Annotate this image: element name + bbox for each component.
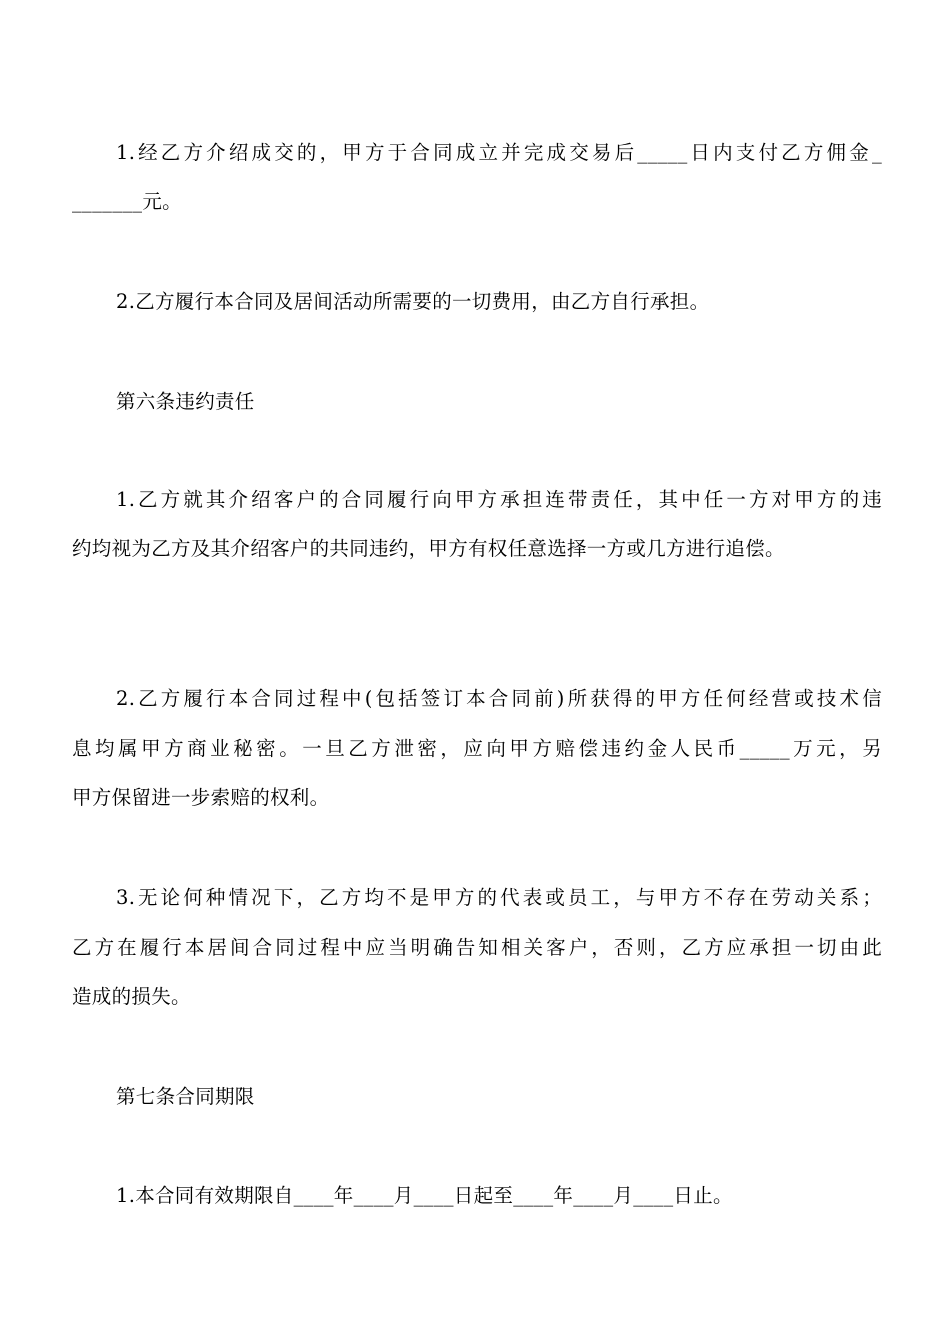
clause-6-item-3-line-1: 3.无论何种情况下，乙方均不是甲方的代表或员工，与甲方不存在劳动关系； bbox=[116, 886, 882, 909]
clause-6-item-3-line-3: 造成的损失。 bbox=[72, 985, 191, 1008]
clause-5-item-1-line-1: 1.经乙方介绍成交的，甲方于合同成立并完成交易后_____日内支付乙方佣金_ bbox=[116, 141, 882, 164]
clause-6-item-3-line-2: 乙方在履行本居间合同过程中应当明确告知相关客户，否则，乙方应承担一切由此 bbox=[72, 936, 882, 959]
clause-6-item-2-line-3: 甲方保留进一步索赔的权利。 bbox=[72, 786, 330, 809]
clause-6-item-2-line-2: 息均属甲方商业秘密。一旦乙方泄密，应向甲方赔偿违约金人民币_____万元，另 bbox=[72, 737, 882, 760]
section-heading-article-6: 第六条违约责任 bbox=[116, 390, 255, 413]
section-heading-article-7: 第七条合同期限 bbox=[116, 1085, 255, 1108]
clause-6-item-2-line-1: 2.乙方履行本合同过程中(包括签订本合同前)所获得的甲方任何经营或技术信 bbox=[116, 687, 882, 710]
clause-5-item-1-line-2: _______元。 bbox=[72, 190, 182, 213]
clause-5-item-2: 2.乙方履行本合同及居间活动所需要的一切费用，由乙方自行承担。 bbox=[116, 290, 710, 313]
clause-6-item-1-line-2: 约均视为乙方及其介绍客户的共同违约，甲方有权任意选择一方或几方进行追偿。 bbox=[72, 537, 785, 560]
clause-6-item-1-line-1: 1.乙方就其介绍客户的合同履行向甲方承担连带责任，其中任一方对甲方的违 bbox=[116, 488, 882, 511]
clause-7-item-1: 1.本合同有效期限自____年____月____日起至____年____月____日止。 bbox=[116, 1184, 733, 1207]
